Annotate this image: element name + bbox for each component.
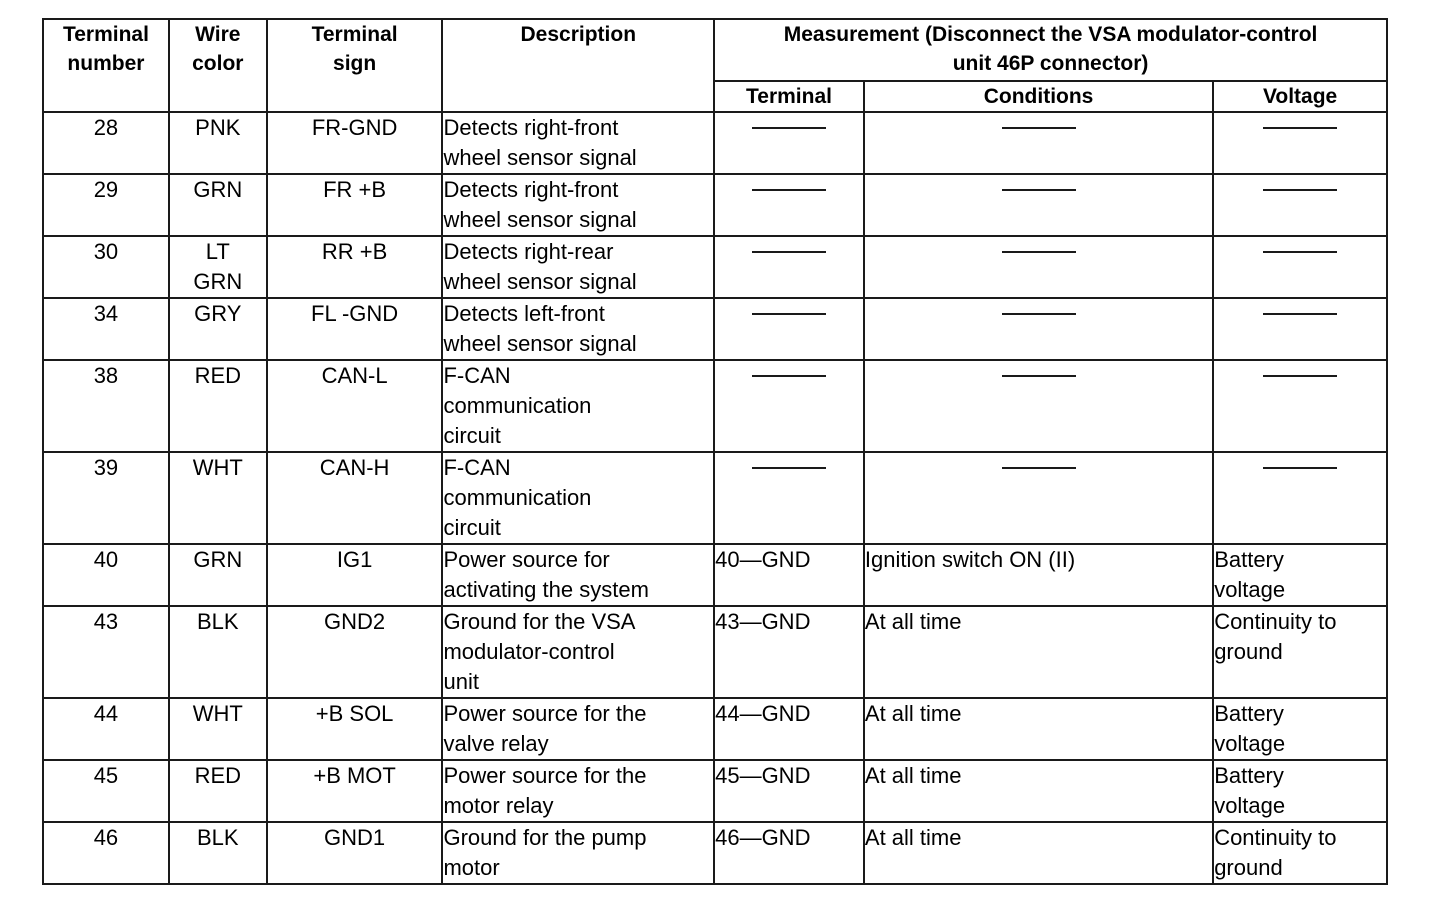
cell-terminal-number-text: 44: [93, 701, 119, 726]
cell-wire-color: [169, 360, 267, 452]
cell-terminal-sign: [267, 298, 443, 360]
cell-description-text: Power source for activating the system: [443, 547, 649, 602]
not-applicable-dash: [752, 251, 826, 253]
cell-wire-color: [169, 174, 267, 236]
cell-measurement-terminal-text: 44—GND: [715, 701, 811, 726]
cell-description: [442, 760, 714, 822]
cell-conditions: [864, 452, 1213, 544]
cell-voltage: [1213, 698, 1387, 760]
cell-measurement-terminal: [714, 452, 864, 544]
cell-terminal-sign: [267, 606, 443, 698]
cell-terminal-number-text: 28: [93, 115, 119, 140]
cell-wire-color-text: WHT: [192, 701, 243, 726]
cell-wire-color-text: GRN: [193, 547, 243, 572]
cell-terminal-number: [43, 544, 169, 606]
cell-terminal-sign: [267, 236, 443, 298]
cell-wire-color-text: RED: [194, 363, 242, 388]
cell-wire-color-text: LT GRN: [193, 239, 243, 294]
table-row: [43, 174, 1387, 236]
header-terminal-number: Terminal number: [43, 19, 169, 112]
cell-voltage: [1213, 236, 1387, 298]
cell-measurement-terminal-text: 40—GND: [715, 547, 811, 572]
header-terminal-sign: Terminal sign: [267, 19, 443, 112]
cell-wire-color: [169, 606, 267, 698]
not-applicable-dash: [1263, 467, 1337, 469]
cell-wire-color-text: GRN: [193, 177, 243, 202]
cell-terminal-sign-text: IG1: [336, 547, 373, 572]
cell-measurement-terminal: [714, 298, 864, 360]
cell-description: [442, 544, 714, 606]
not-applicable-dash: [1263, 313, 1337, 315]
cell-conditions: [864, 236, 1213, 298]
cell-conditions: [864, 360, 1213, 452]
cell-wire-color-text: PNK: [195, 115, 241, 140]
cell-terminal-sign-text: GND2: [324, 609, 386, 634]
header-measurement-terminal: Terminal: [714, 81, 864, 112]
not-applicable-dash: [1263, 251, 1337, 253]
cell-description: [442, 112, 714, 174]
cell-terminal-number: [43, 236, 169, 298]
cell-conditions-text: Ignition switch ON (II): [864, 547, 1076, 572]
header-description: Description: [442, 19, 714, 112]
cell-description-text: Ground for the VSA modulator-control unit: [443, 609, 636, 694]
cell-terminal-sign: [267, 544, 443, 606]
header-measurement-conditions: Conditions: [864, 81, 1213, 112]
cell-voltage-text: Battery voltage: [1214, 701, 1286, 756]
cell-description: [442, 360, 714, 452]
cell-measurement-terminal: [714, 698, 864, 760]
header-wire-color: Wire color: [169, 19, 267, 112]
cell-terminal-number: [43, 174, 169, 236]
cell-terminal-sign-text: FR-GND: [311, 115, 398, 140]
not-applicable-dash: [752, 467, 826, 469]
table-row: [43, 360, 1387, 452]
cell-terminal-sign-text: RR +B: [321, 239, 388, 264]
cell-voltage: [1213, 298, 1387, 360]
table-header: [43, 19, 1387, 112]
cell-description-text: Power source for the motor relay: [443, 763, 647, 818]
cell-terminal-number-text: 46: [93, 825, 119, 850]
not-applicable-dash: [1263, 375, 1337, 377]
cell-terminal-number-text: 30: [93, 239, 119, 264]
cell-measurement-terminal: [714, 544, 864, 606]
cell-description-text: F-CAN communication circuit: [443, 455, 592, 540]
cell-description: [442, 452, 714, 544]
cell-terminal-sign-text: CAN-L: [321, 363, 388, 388]
cell-terminal-number: [43, 452, 169, 544]
cell-wire-color-text: RED: [194, 763, 242, 788]
cell-wire-color: [169, 822, 267, 884]
cell-voltage: [1213, 112, 1387, 174]
cell-wire-color-text: GRY: [194, 301, 242, 326]
cell-wire-color: [169, 698, 267, 760]
header-measurement: Measurement (Disconnect the VSA modulator-control unit 46P connector): [714, 19, 1387, 81]
cell-terminal-sign: [267, 174, 443, 236]
cell-voltage-text: Continuity to ground: [1214, 609, 1337, 664]
cell-conditions: [864, 822, 1213, 884]
cell-conditions: [864, 544, 1213, 606]
cell-measurement-terminal-text: 46—GND: [715, 825, 811, 850]
cell-description-text: Ground for the pump motor: [443, 825, 647, 880]
cell-terminal-sign: [267, 452, 443, 544]
not-applicable-dash: [1002, 313, 1076, 315]
cell-terminal-number-text: 40: [93, 547, 119, 572]
cell-terminal-sign-text: GND1: [324, 825, 386, 850]
cell-terminal-sign: [267, 698, 443, 760]
not-applicable-dash: [1002, 467, 1076, 469]
cell-terminal-number: [43, 606, 169, 698]
cell-conditions-text: At all time: [864, 701, 962, 726]
terminal-spec-table: [42, 18, 1388, 885]
cell-wire-color: [169, 452, 267, 544]
cell-wire-color-text: BLK: [197, 825, 239, 850]
cell-wire-color-text: BLK: [197, 609, 239, 634]
cell-terminal-number-text: 39: [93, 455, 119, 480]
cell-voltage: [1213, 452, 1387, 544]
cell-description: [442, 174, 714, 236]
cell-voltage: [1213, 822, 1387, 884]
not-applicable-dash: [1002, 375, 1076, 377]
not-applicable-dash: [1002, 189, 1076, 191]
cell-terminal-sign: [267, 360, 443, 452]
table-row: [43, 452, 1387, 544]
cell-voltage: [1213, 606, 1387, 698]
cell-measurement-terminal: [714, 822, 864, 884]
table-row: [43, 236, 1387, 298]
cell-measurement-terminal-text: 45—GND: [715, 763, 811, 788]
cell-terminal-number: [43, 698, 169, 760]
cell-terminal-number: [43, 760, 169, 822]
table-row: [43, 698, 1387, 760]
cell-conditions-text: At all time: [864, 609, 962, 634]
cell-terminal-number-text: 43: [93, 609, 119, 634]
cell-measurement-terminal-text: 43—GND: [715, 609, 811, 634]
not-applicable-dash: [1002, 251, 1076, 253]
cell-description-text: Detects right-front wheel sensor signal: [443, 115, 637, 170]
table-row: [43, 544, 1387, 606]
not-applicable-dash: [752, 127, 826, 129]
cell-conditions: [864, 112, 1213, 174]
cell-conditions: [864, 298, 1213, 360]
cell-voltage: [1213, 174, 1387, 236]
cell-terminal-sign-text: +B MOT: [313, 763, 396, 788]
not-applicable-dash: [1002, 127, 1076, 129]
cell-measurement-terminal: [714, 112, 864, 174]
not-applicable-dash: [752, 313, 826, 315]
table-row: [43, 822, 1387, 884]
cell-wire-color: [169, 298, 267, 360]
table-row: [43, 606, 1387, 698]
cell-description-text: Detects right-rear wheel sensor signal: [443, 239, 637, 294]
not-applicable-dash: [1263, 127, 1337, 129]
cell-terminal-number: [43, 298, 169, 360]
header-measurement-voltage: Voltage: [1213, 81, 1387, 112]
cell-description: [442, 822, 714, 884]
cell-wire-color: [169, 236, 267, 298]
cell-wire-color-text: WHT: [192, 455, 243, 480]
cell-terminal-number: [43, 822, 169, 884]
cell-description-text: F-CAN communication circuit: [443, 363, 592, 448]
cell-measurement-terminal: [714, 760, 864, 822]
cell-description: [442, 606, 714, 698]
cell-wire-color: [169, 112, 267, 174]
cell-terminal-sign-text: CAN-H: [319, 455, 390, 480]
table-row: [43, 112, 1387, 174]
cell-terminal-sign-text: +B SOL: [315, 701, 394, 726]
cell-measurement-terminal: [714, 606, 864, 698]
cell-voltage: [1213, 544, 1387, 606]
cell-conditions: [864, 174, 1213, 236]
cell-terminal-number-text: 34: [93, 301, 119, 326]
cell-terminal-number-text: 29: [93, 177, 119, 202]
cell-terminal-sign-text: FR +B: [323, 177, 387, 202]
cell-terminal-number-text: 45: [93, 763, 119, 788]
table-row: [43, 760, 1387, 822]
cell-voltage-text: Continuity to ground: [1214, 825, 1337, 880]
cell-conditions: [864, 760, 1213, 822]
cell-conditions: [864, 606, 1213, 698]
not-applicable-dash: [1263, 189, 1337, 191]
cell-description-text: Detects left-front wheel sensor signal: [443, 301, 637, 356]
cell-measurement-terminal: [714, 174, 864, 236]
cell-measurement-terminal: [714, 236, 864, 298]
table-body: [43, 112, 1387, 884]
cell-terminal-sign: [267, 760, 443, 822]
cell-voltage-text: Battery voltage: [1214, 547, 1286, 602]
table-row: [43, 298, 1387, 360]
cell-terminal-number: [43, 112, 169, 174]
cell-conditions-text: At all time: [864, 763, 962, 788]
cell-terminal-number-text: 38: [93, 363, 119, 388]
cell-voltage: [1213, 360, 1387, 452]
cell-description-text: Power source for the valve relay: [443, 701, 647, 756]
cell-terminal-sign-text: FL -GND: [311, 301, 399, 326]
cell-description: [442, 236, 714, 298]
not-applicable-dash: [752, 375, 826, 377]
cell-measurement-terminal: [714, 360, 864, 452]
cell-conditions: [864, 698, 1213, 760]
not-applicable-dash: [752, 189, 826, 191]
cell-description-text: Detects right-front wheel sensor signal: [443, 177, 637, 232]
cell-wire-color: [169, 760, 267, 822]
cell-voltage-text: Battery voltage: [1214, 763, 1286, 818]
cell-voltage: [1213, 760, 1387, 822]
cell-description: [442, 698, 714, 760]
cell-terminal-number: [43, 360, 169, 452]
cell-terminal-sign: [267, 112, 443, 174]
cell-conditions-text: At all time: [864, 825, 962, 850]
cell-terminal-sign: [267, 822, 443, 884]
cell-description: [442, 298, 714, 360]
cell-wire-color: [169, 544, 267, 606]
